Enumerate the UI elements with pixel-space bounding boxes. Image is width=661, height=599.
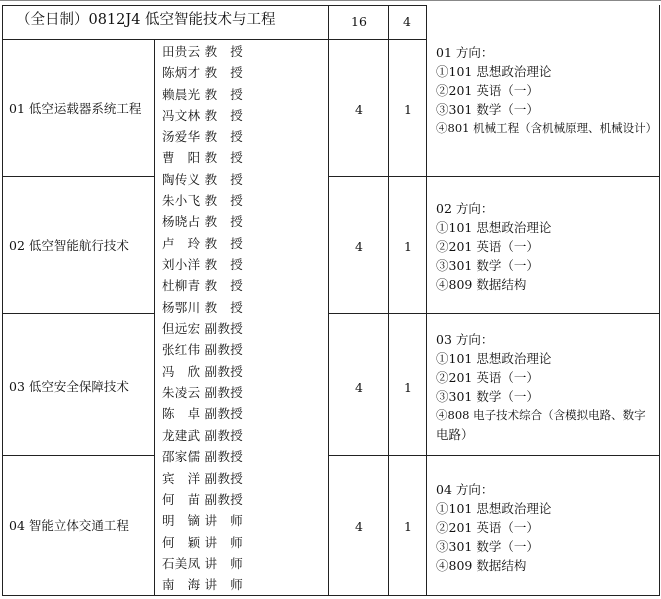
tutor-entry: 杨晓占 教 授 [162,214,244,229]
program-exemption: 4 [403,14,411,29]
direction-enrollment: 4 [355,239,363,254]
direction-exemption: 1 [404,519,412,534]
exam-line: 02 方向： [436,201,494,216]
direction-exemption: 1 [404,102,412,117]
tutor-entry: 杨鄂川 教 授 [162,300,244,315]
exam-line: 04 方向： [436,482,494,497]
exam-line: ③301 数学（一） [436,539,539,554]
tutor-entry: 南 海 讲 师 [162,577,244,592]
tutor-entry: 卢 玲 教 授 [162,236,244,251]
tutor-entry: 石美凤 讲 师 [162,556,244,571]
exam-line: ②201 英语（一） [436,520,539,535]
tutor-entry: 陈 卓 副教授 [162,406,244,421]
tutor-entry: 赖晨光 教 授 [162,87,244,102]
direction-exemption: 1 [404,380,412,395]
tutor-entry: 邵家儒 副教授 [162,449,244,464]
exam-line: ③301 数学（一） [436,258,539,273]
exam-line: ①101 思想政治理论 [436,64,552,79]
direction-exemption: 1 [404,239,412,254]
tutor-entry: 冯文林 教 授 [162,108,244,123]
exam-line: ①101 思想政治理论 [436,220,552,235]
tutor-entry: 杜柳青 教 授 [162,278,244,293]
exam-line: ④809 数据结构 [436,558,527,573]
exam-line: ②201 英语（一） [436,239,539,254]
tutor-entry: 但远宏 副教授 [162,321,244,336]
direction-name: 03 低空安全保障技术 [9,379,129,394]
direction-name: 04 智能立体交通工程 [9,518,129,533]
direction-enrollment: 4 [355,102,363,117]
tutor-entry: 刘小洋 教 授 [162,257,244,272]
exam-line: ①101 思想政治理论 [436,501,552,516]
tutor-entry: 田贵云 教 授 [162,44,244,59]
direction-name: 02 低空智能航行技术 [9,238,129,253]
program-enrollment: 16 [351,14,367,29]
exam-line: ④809 数据结构 [436,277,527,292]
exam-line: 01 方向： [436,45,494,60]
exam-line: ④808 电子技术综合（含模拟电路、数字 [436,408,646,422]
tutor-entry: 冯 欣 副教授 [162,364,244,379]
program-title: （全日制）0812J4 低空智能技术与工程 [16,12,276,28]
exam-line: ③301 数学（一） [436,389,539,404]
exam-line: ①101 思想政治理论 [436,351,552,366]
direction-enrollment: 4 [355,380,363,395]
tutor-entry: 张红伟 副教授 [162,342,244,357]
exam-line: ③301 数学（一） [436,102,539,117]
tutor-entry: 龙建武 副教授 [162,428,244,443]
tutor-entry: 朱凌云 副教授 [162,385,244,400]
tutor-entry: 何 颖 讲 师 [162,535,244,550]
tutor-entry: 宾 洋 副教授 [162,471,244,486]
tutor-entry: 陶传义 教 授 [162,172,244,187]
exam-line: ④801 机械工程（含机械原理、机械设计） [436,121,658,135]
direction-enrollment: 4 [355,519,363,534]
tutor-entry: 朱小飞 教 授 [162,193,244,208]
tutor-entry: 何 苗 副教授 [162,492,244,507]
tutor-entry: 明 镝 讲 师 [162,513,244,528]
direction-name: 01 低空运载器系统工程 [9,101,142,116]
exam-line: ②201 英语（一） [436,370,539,385]
exam-line: ②201 英语（一） [436,83,539,98]
exam-line: 电路） [436,427,474,442]
tutor-entry: 陈炳才 教 授 [162,65,244,80]
tutor-entry: 汤爱华 教 授 [162,129,244,144]
tutor-entry: 曹 阳 教 授 [162,150,244,165]
exam-line: 03 方向： [436,332,494,347]
